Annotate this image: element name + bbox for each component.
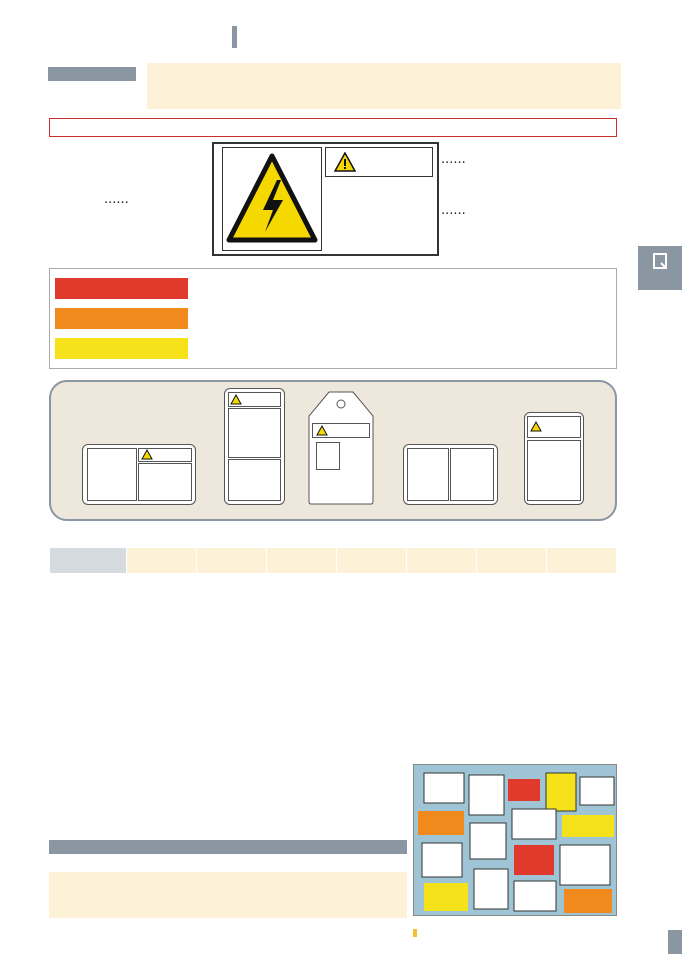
danger-badge <box>55 278 188 299</box>
warning-icon <box>141 449 153 460</box>
pattern-d-symbol-area <box>407 448 449 501</box>
title-bar <box>232 26 237 48</box>
anno2: ······ <box>104 196 129 211</box>
col-header <box>127 548 197 574</box>
col-header <box>267 548 337 574</box>
hard-materials-list <box>49 855 407 871</box>
col-header <box>197 548 267 574</box>
col-header <box>547 548 617 574</box>
pattern-a-symbol-area <box>87 448 137 501</box>
intro-text <box>147 63 621 109</box>
order-code-badge <box>413 929 417 937</box>
sidebar-tab-sticker[interactable] <box>638 246 682 290</box>
electric-hazard-symbol <box>222 147 322 251</box>
pattern-d-msg-area <box>450 448 494 501</box>
col-header <box>477 548 547 574</box>
pattern-c-symbol-area <box>316 442 340 470</box>
table-header-row <box>50 548 617 574</box>
notes <box>49 746 114 751</box>
table-corner <box>50 548 127 574</box>
page-bar <box>668 930 682 954</box>
anno3: ······ <box>441 207 466 222</box>
warning-icon <box>230 394 242 405</box>
sample-label-signal <box>325 147 433 177</box>
warning-badge <box>55 308 188 329</box>
sticker-icon <box>652 252 668 270</box>
anno1: ······ <box>441 156 466 171</box>
pattern-e-msg-area <box>527 440 581 501</box>
col-header <box>337 548 407 574</box>
warning-icon <box>530 421 542 432</box>
materials-table <box>49 547 617 574</box>
sample-photo <box>413 764 617 916</box>
principles-heading <box>49 118 617 137</box>
warning-icon <box>316 425 328 436</box>
footer-right <box>413 926 493 940</box>
caution-badge <box>55 338 188 359</box>
intro-tag <box>48 67 136 81</box>
warning-icon <box>334 152 356 172</box>
pattern-b-msg-area <box>228 459 281 501</box>
hard-materials-title <box>49 840 407 854</box>
signal-note <box>49 872 407 918</box>
pattern-b-symbol-area <box>228 408 281 458</box>
col-header <box>407 548 477 574</box>
pattern-a-msg-area <box>138 463 192 501</box>
